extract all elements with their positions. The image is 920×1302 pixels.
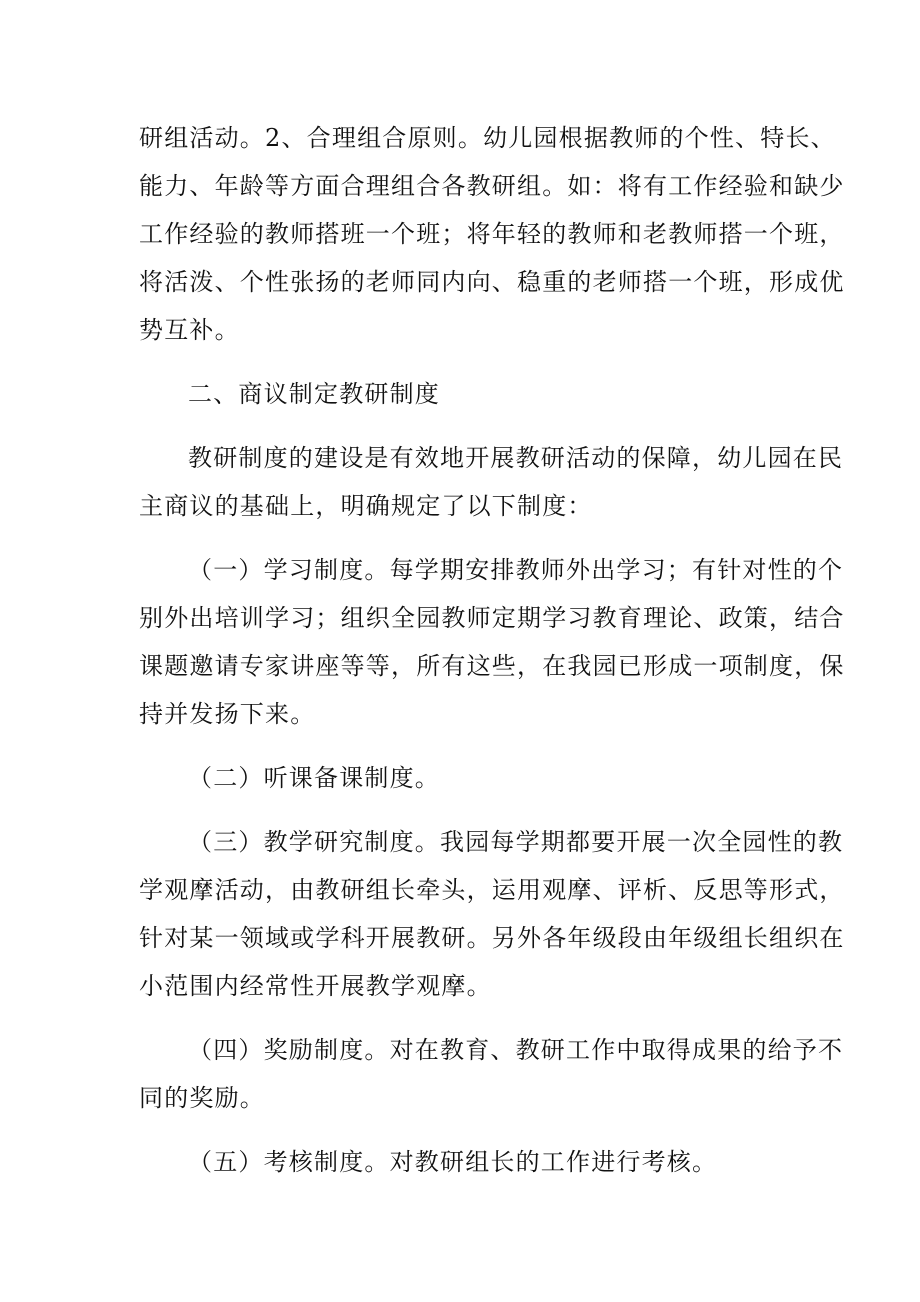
text-line: 教研制度的建设是有效地开展教研活动的保障，幼儿园在民: [188, 444, 844, 472]
text-line: （一）学习制度。每学期安排教师外出学习；有针对性的个: [188, 556, 844, 584]
text-line: 课题邀请专家讲座等等，所有这些，在我园已形成一项制度，保: [139, 652, 845, 680]
text-line: 小范围内经常性开展教学观摩。: [139, 972, 492, 1000]
section-heading: 二、商议制定教研制度: [188, 380, 440, 408]
text-line: 学观摩活动，由教研组长牵头，运用观摩、评析、反思等形式，: [139, 876, 845, 904]
text-line: 工作经验的教师搭班一个班；将年轻的教师和老教师搭一个班，: [139, 220, 845, 248]
text-line: 针对某一领域或学科开展教研。另外各年级段由年级组长组织在: [139, 924, 845, 952]
text-line: （四）奖励制度。对在教育、教研工作中取得成果的给予不: [188, 1036, 844, 1064]
text-line: （五）考核制度。对教研组长的工作进行考核。: [188, 1148, 718, 1176]
text-line: 持并发扬下来。: [139, 700, 316, 728]
text-line: 主商议的基础上，明确规定了以下制度：: [139, 492, 593, 520]
text-line: 同的奖励。: [139, 1084, 265, 1112]
text-line: 别外出培训学习；组织全园教师定期学习教育理论、政策，结合: [139, 604, 845, 632]
text-line: 能力、年龄等方面合理组合各教研组。如：将有工作经验和缺少: [139, 172, 845, 200]
text-line: （三）教学研究制度。我园每学期都要开展一次全园性的教: [188, 828, 844, 856]
text-line: 将活泼、个性张扬的老师同内向、稳重的老师搭一个班，形成优: [139, 268, 845, 296]
text-line: （二）听课备课制度。: [188, 764, 440, 792]
text-line: 势互补。: [139, 316, 240, 344]
text-line: 研组活动。2、合理组合原则。幼儿园根据教师的个性、特长、: [139, 124, 836, 152]
